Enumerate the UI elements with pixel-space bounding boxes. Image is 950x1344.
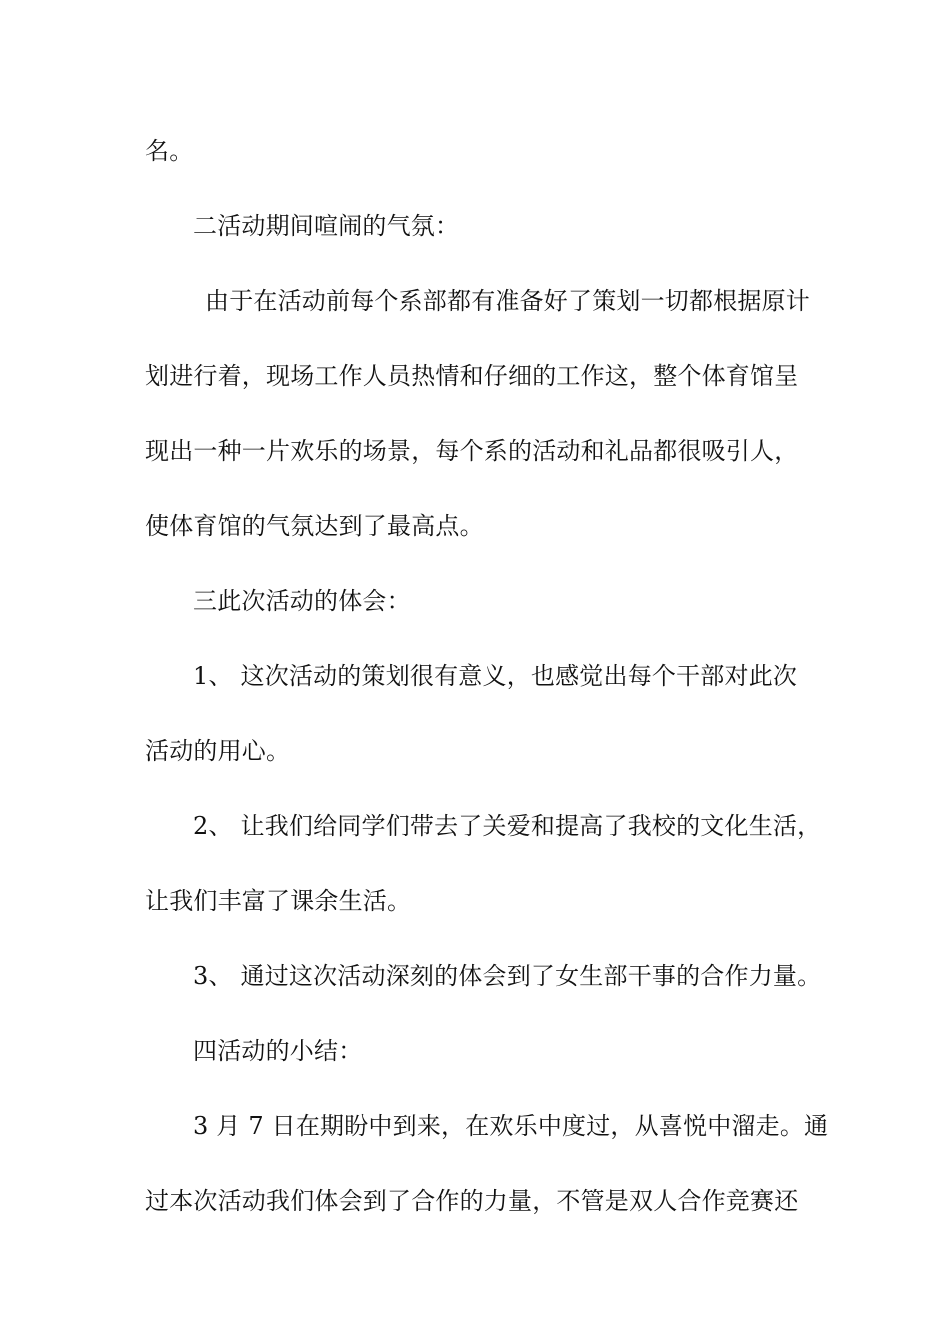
text-line: 名。 (145, 137, 194, 165)
text-line: 使体育馆的气氛达到了最高点。 (145, 512, 484, 540)
text-line: 活动的用心。 (145, 737, 291, 765)
section-heading: 三此次活动的体会： (193, 587, 411, 615)
section-heading: 四活动的小结： (193, 1037, 363, 1065)
text-line: 让我们丰富了课余生活。 (145, 887, 412, 915)
section-heading: 二活动期间喧闹的气氛： (193, 212, 460, 240)
text-line: 划进行着，现场工作人员热情和仔细的工作这，整个体育馆呈 (145, 362, 799, 390)
text-line: 现出一种一片欢乐的场景，每个系的活动和礼品都很吸引人， (145, 437, 799, 465)
text-line: 过本次活动我们体会到了合作的力量，不管是双人合作竞赛还 (145, 1187, 799, 1215)
text-line: 3 月 7 日在期盼中到来，在欢乐中度过，从喜悦中溜走。通 (193, 1112, 829, 1140)
list-item: 2、 让我们给同学们带去了关爱和提高了我校的文化生活， (193, 812, 822, 840)
list-item: 3、 通过这次活动深刻的体会到了女生部干事的合作力量。 (193, 962, 822, 990)
list-item: 1、 这次活动的策划很有意义，也感觉出每个干部对此次 (193, 662, 798, 690)
text-line: 由于在活动前每个系部都有准备好了策划一切都根据原计 (205, 287, 810, 315)
